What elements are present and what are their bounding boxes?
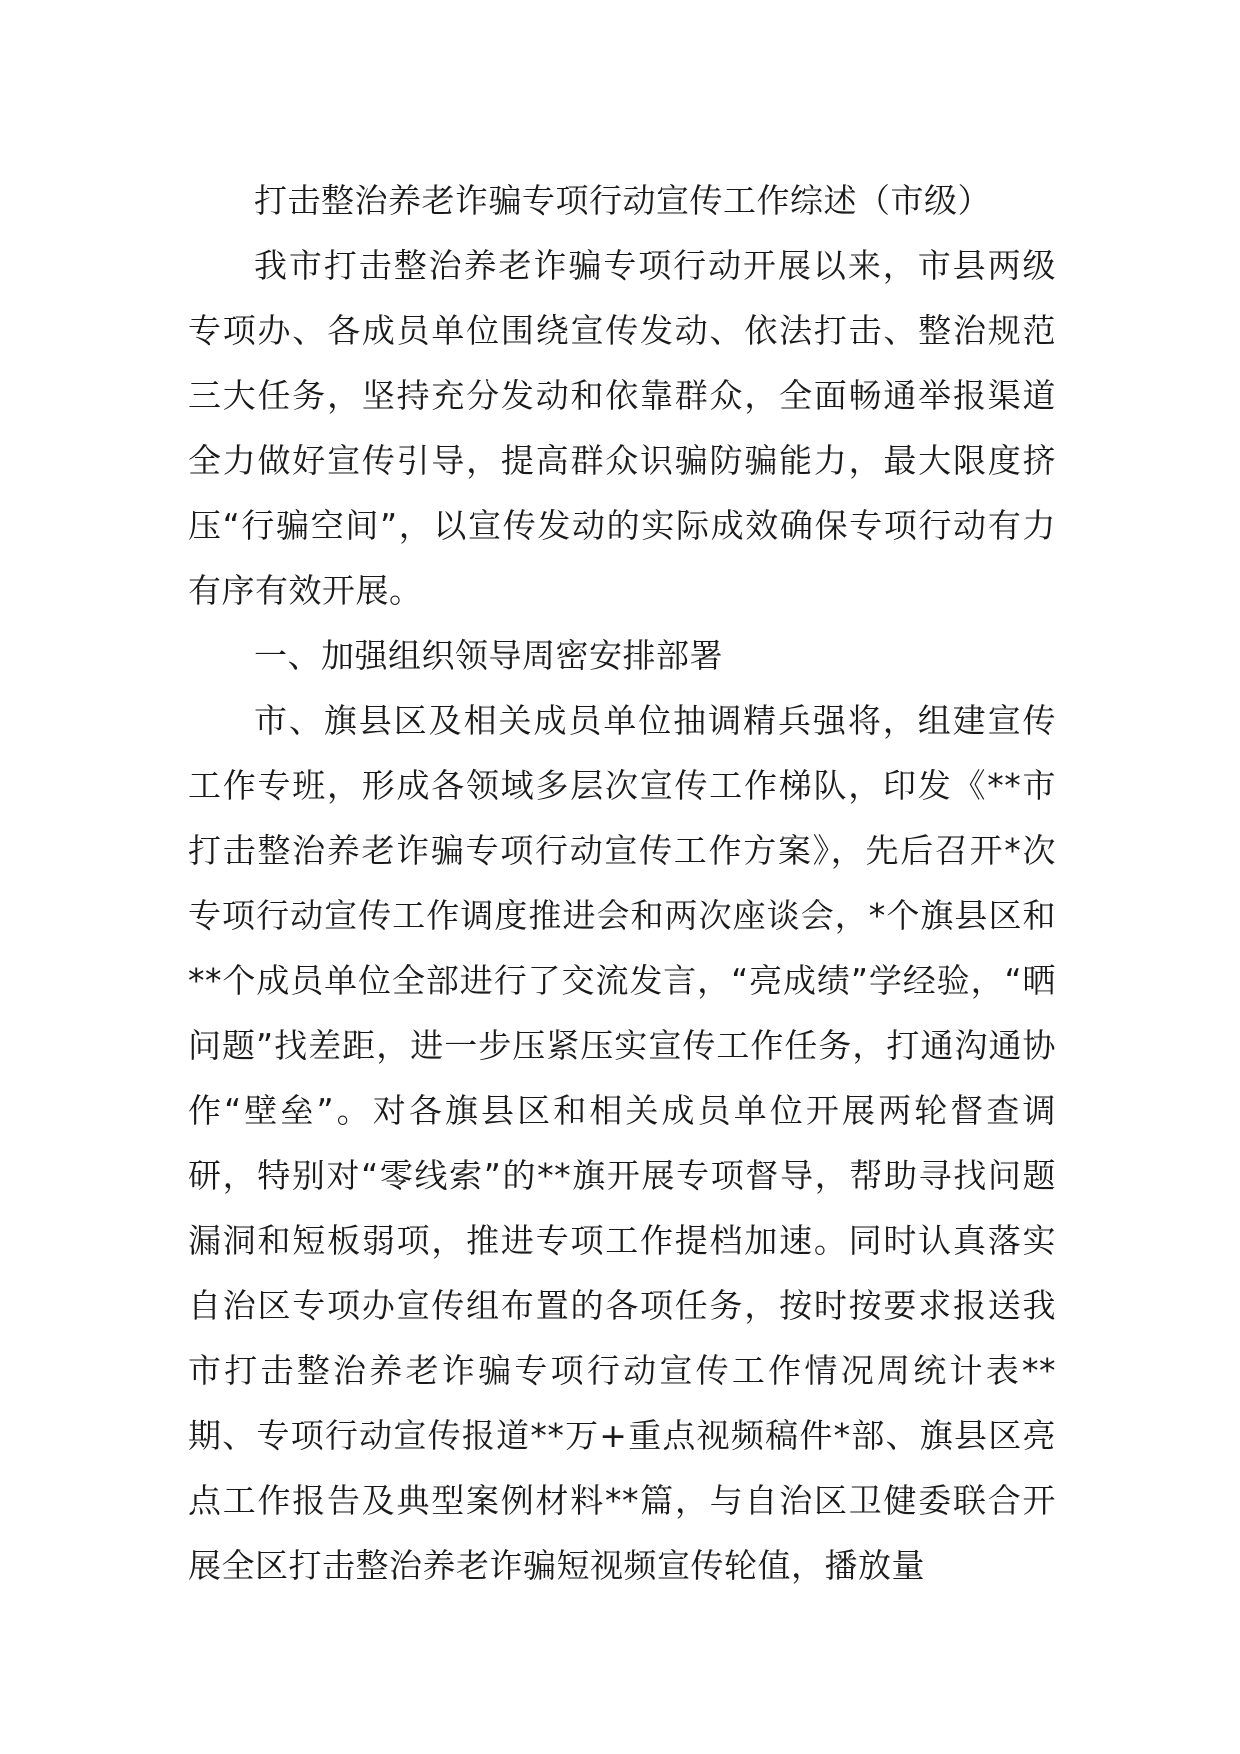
document-body [188,168,1056,1598]
section-heading: 一、加强组织领导周密安排部署 [254,636,723,675]
section-paragraph: 市、旗县区及相关成员单位抽调精兵强将，组建宣传工作专班，形成各领域多层次宣传工作梯队，印发《**市打击整治养老诈骗专项行动宣传工作方案》，先后召开*次专项行动宣传工作调度推进会和两次座谈会，*个旗县区和**个成员单位全部进行了交流发言，“亮成绩”学经验，“晒问题”找差距，进一步压紧压实宣传工作任务，打通沟通协作“壁垒”。对各旗县区和相关成员单位开展两轮督查调研，特别对“零线索”的**旗开展专项督导，帮助寻找问题漏洞和短板弱项，推进专项工作提档加速。同时认真落实自治区专项办宣传组布置的各项任务，按时按要求报送我市打击整治养老诈骗专项行动宣传工作情况周统计表**期、专项行动宣传报道**万+重点视频稿件*部、旗县区亮点工作报告及典型案例材料**篇，与自治区卫健委联合开展全区打击整治养老诈骗短视频宣传轮值，播放量 [188,701,1056,1585]
document-title: 打击整治养老诈骗专项行动宣传工作综述（市级） [254,181,991,220]
intro-paragraph: 我市打击整治养老诈骗专项行动开展以来，市县两级专项办、各成员单位围绕宣传发动、依法打击、整治规范三大任务，坚持充分发动和依靠群众，全面畅通举报渠道全力做好宣传引导，提高群众识骗防骗能力，最大限度挤压“行骗空间”，以宣传发动的实际成效确保专项行动有力有序有效开展。 [188,246,1056,610]
